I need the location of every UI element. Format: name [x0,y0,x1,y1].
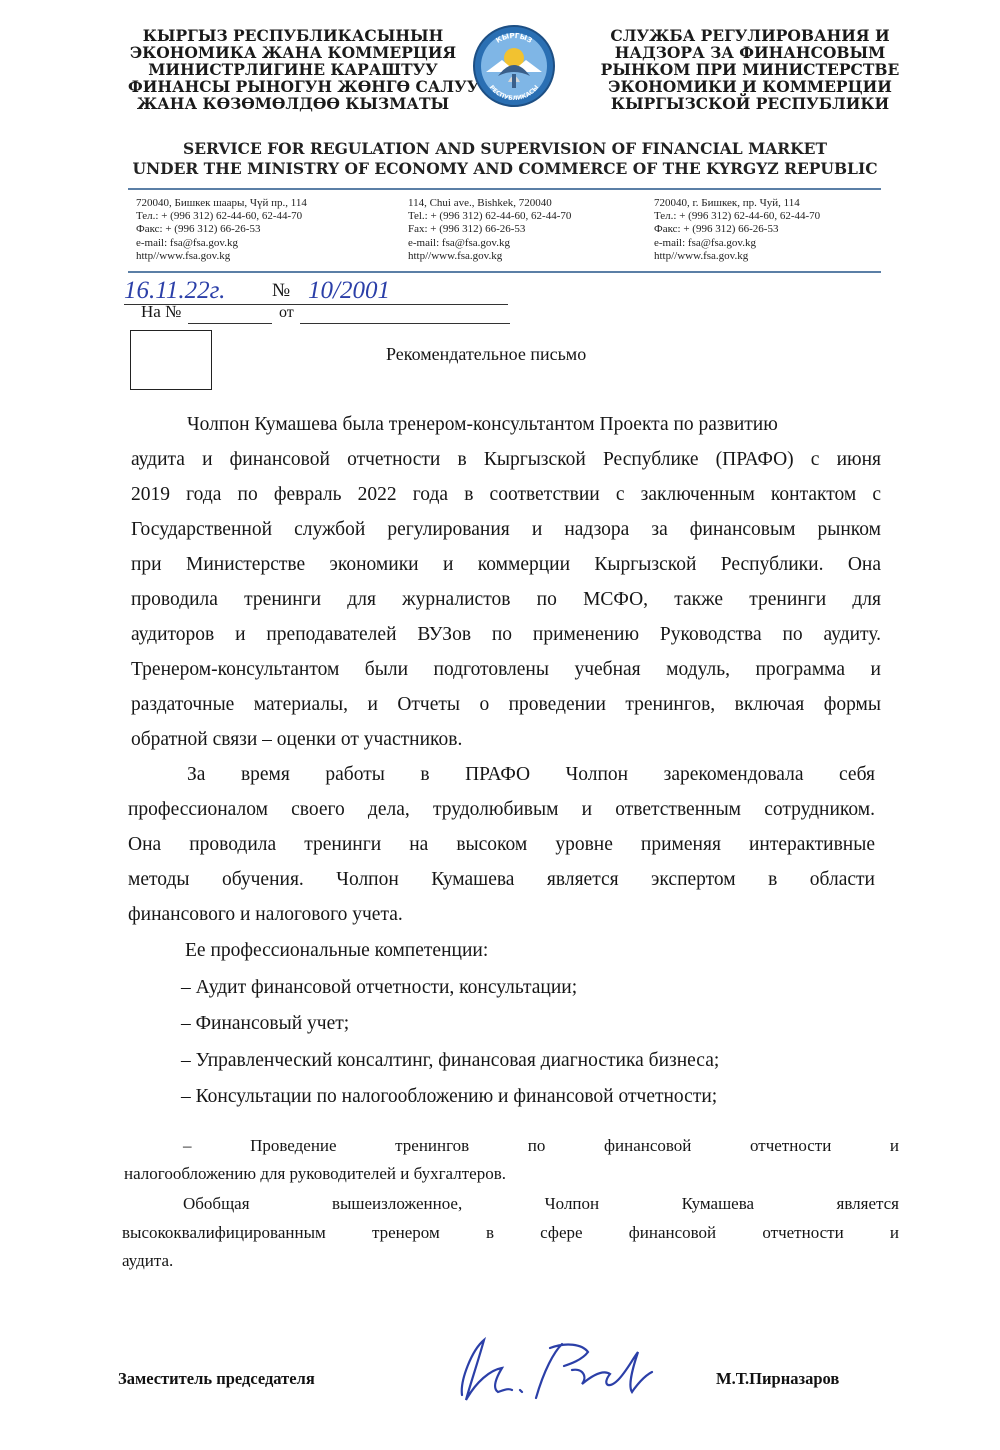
header-ru-line: КЫРГЫЗСКОЙ РЕСПУБЛИКИ [610,94,890,113]
body-line: при Министерстве экономики и коммерции Кыргызской Республики. Она [131,554,881,575]
contacts-ru [654,197,820,263]
reference-label: На № [141,302,182,321]
header-ru-line: НАДЗОРА ЗА ФИНАНСОВЫМ [614,43,886,62]
body-line: Чолпон Кумашева была тренером-консультантом Проекта по развитию [187,414,778,435]
competency-item: – Аудит финансовой отчетности, консультации; [181,977,578,998]
contacts-kg [136,197,307,263]
contact-line: http//www.fsa.gov.kg [408,249,503,262]
header-kg-line: МИНИСТРЛИГИНЕ КАРАШТУУ [148,60,438,79]
emblem-top-text: КЫРГЫЗ [494,31,534,45]
signatory-name: М.Т.Пирназаров [716,1369,840,1388]
body-line: Тренером-консультантом были подготовлены учебная модуль, программа и [131,659,881,680]
contact-line: 720040, г. Бишкек, пр. Чуй, 114 [654,197,800,209]
header-ru-block [595,27,905,112]
letter-title: Рекомендательное письмо [386,344,587,364]
body-line: Государственной службой регулирования и надзора за финансовым рынком [131,519,881,540]
contact-line: e-mail: fsa@fsa.gov.kg [654,236,756,249]
contact-line: e-mail: fsa@fsa.gov.kg [408,236,510,249]
conclusion-line: аудита. [122,1251,174,1270]
signatory-position: Заместитель председателя [118,1369,315,1388]
contact-line: Факс: + (996 312) 66-26-53 [654,223,779,236]
handwritten-signature [432,1330,662,1410]
emblem-bottom-text: РЕСПУБЛИКАСЫ [487,84,541,103]
header-en-line: SERVICE FOR REGULATION AND SUPERVISION OF FINANCIAL MARKET [183,139,827,158]
contact-line: http//www.fsa.gov.kg [654,249,749,262]
body-line: За время работы в ПРАФО Чолпон зарекомендовала себя [187,764,875,785]
competency-item: – Управленческий консалтинг, финансовая диагностика бизнеса; [181,1050,720,1071]
outgoing-number-label: № [272,280,291,301]
body-line: методы обучения. Чолпон Кумашева является экспертом в области [128,869,875,890]
outgoing-underline [124,304,508,305]
header-kg-line: ФИНАНСЫ РЫНОГУН ЖӨНГӨ САЛУУ [128,77,480,96]
header-ru-line: ЭКОНОМИКИ И КОММЕРЦИИ [608,77,892,96]
from-label: от [279,304,294,321]
contact-line: http//www.fsa.gov.kg [136,249,231,262]
contact-line: Факс: + (996 312) 66-26-53 [136,223,261,236]
body-line: раздаточные материалы, и Отчеты о проведении тренингов, включая формы [131,694,881,715]
header-kg-line: КЫРГЫЗ РЕСПУБЛИКАСЫНЫН [142,26,444,45]
header-ru-line: РЫНКОМ ПРИ МИНИСТЕРСТВЕ [600,60,900,79]
stamp-box [130,330,212,390]
header-divider-top [128,188,881,190]
contact-line: e-mail: fsa@fsa.gov.kg [136,236,238,249]
body-line: финансового и налогового учета. [128,904,403,925]
contact-line: 114, Chui ave., Bishkek, 720040 [408,197,552,209]
competency-item-continuation: налогообложению для руководителей и бухгалтеров. [124,1164,506,1183]
body-line: аудита и финансовой отчетности в Кыргызской Республике (ПРАФО) с июня [131,449,881,470]
competency-item: – Финансовый учет; [181,1013,350,1034]
state-emblem [472,24,556,108]
contact-line: Тел.: + (996 312) 62-44-60, 62-44-70 [654,210,821,223]
header-en-line: UNDER THE MINISTRY OF ECONOMY AND COMMERCE OF THE KYRGYZ REPUBLIC [132,159,878,178]
body-line: обратной связи – оценки от участников. [131,729,463,750]
header-kg-line: ЭКОНОМИКА ЖАНА КОММЕРЦИЯ [129,43,457,62]
body-line: проводила тренинги для журналистов по МСФО, также тренинги для [131,589,881,610]
header-kg-block [128,26,480,113]
reference-date-line [300,323,510,324]
contact-line: Fax: + (996 312) 66-26-53 [408,223,526,236]
contact-line: Тел.: + (996 312) 62-44-60, 62-44-70 [136,210,303,223]
reference-number-line [188,323,272,324]
header-divider-bottom [128,271,881,273]
body-line: Она проводила тренинги на высоком уровне применяя интерактивные [128,834,875,855]
contact-line: 720040, Бишкек шаары, Чүй пр., 114 [136,197,307,209]
conclusion-line: Обобщая вышеизложенное, Чолпон Кумашева является [183,1194,899,1213]
contacts-en [408,197,571,263]
header-en-block [120,139,890,179]
body-line: аудиторов и преподавателей ВУЗов по применению Руководства по аудиту. [131,624,881,645]
competencies-heading: Ее профессиональные компетенции: [185,940,489,961]
outgoing-number: 10/2001 [308,277,390,304]
competency-item: – Консультации по налогообложению и финансовой отчетности; [181,1086,718,1107]
conclusion-line: высококвалифицированным тренером в сфере финансовой отчетности и [122,1223,899,1242]
competency-item: – Проведение тренингов по финансовой отчетности и [183,1136,899,1155]
header-ru-line: СЛУЖБА РЕГУЛИРОВАНИЯ И [610,26,890,45]
header-kg-line: ЖАНА КӨЗӨМӨЛДӨӨ КЫЗМАТЫ [136,94,450,113]
body-line: профессионалом своего дела, трудолюбивым и ответственным сотрудником. [128,799,875,820]
outgoing-date: 16.11.22г. [124,277,226,304]
body-line: 2019 года по февраль 2022 года в соответствии с заключенным контактом с [131,484,881,505]
contact-line: Tel.: + (996 312) 62-44-60, 62-44-70 [408,210,572,223]
